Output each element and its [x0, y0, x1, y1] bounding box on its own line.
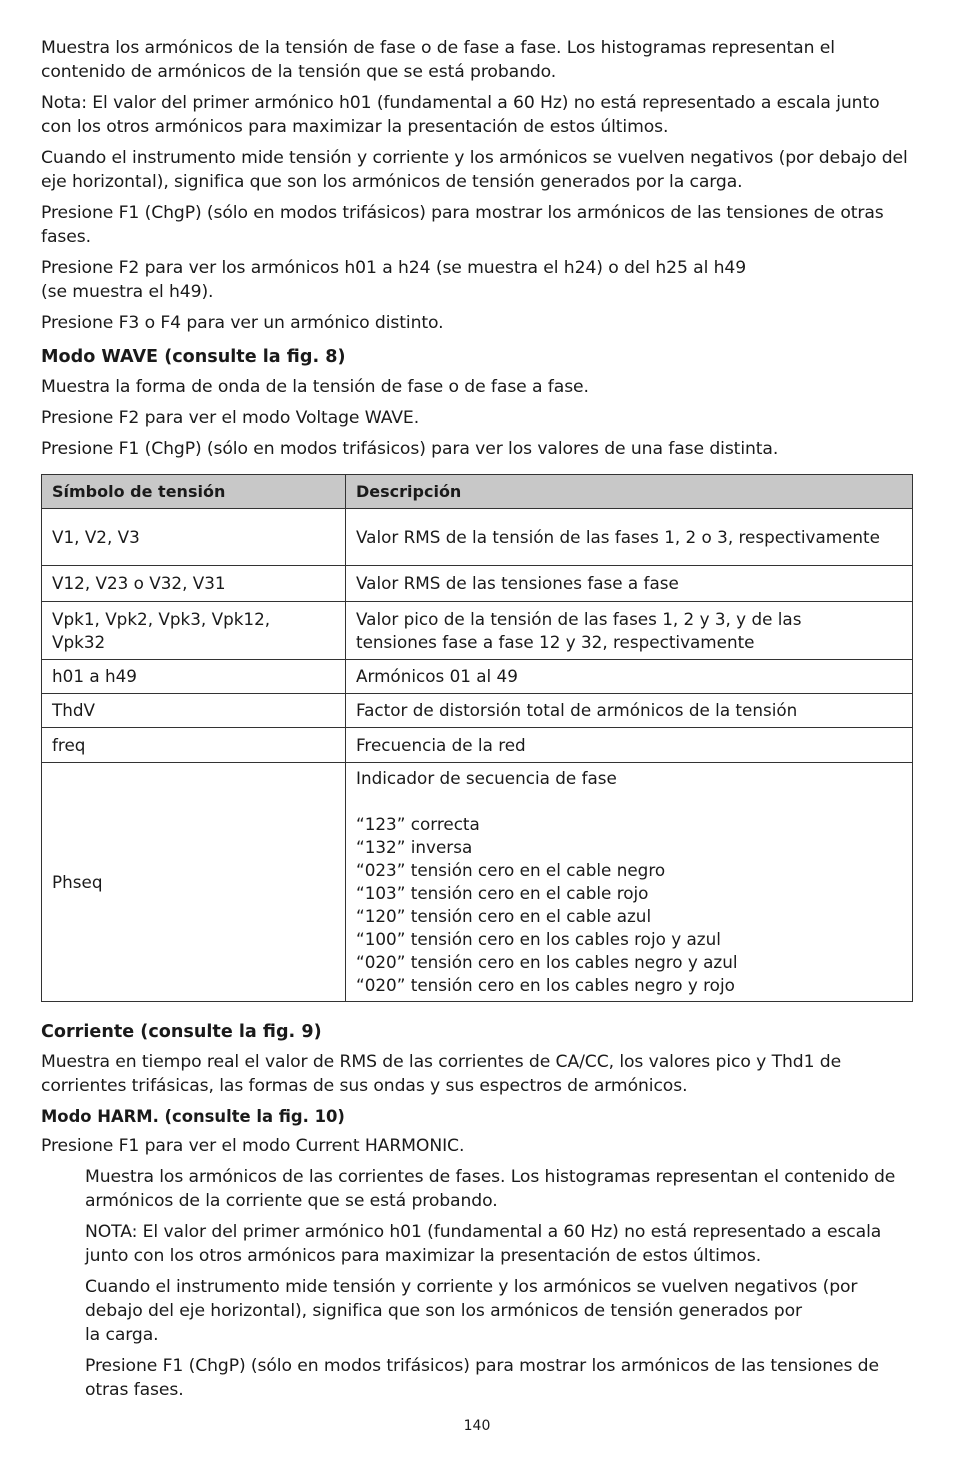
paragraph: Cuando el instrumento mide tensión y corriente y los armónicos se vuelven negativos (por debajo del eje horizontal), significa que son los armónicos de tensión generados por la carga. [41, 148, 908, 192]
table-cell-description: Indicador de secuencia de fase “123” correcta “132” inversa “023” tensión cero en el cable negro “103” tensión cero en el cable rojo “120” tensión cero en el cable azul “100” tensión cero en los cables rojo y azul “020” tensión cero en los cables negro y azul “020” tensión cero en los cables negro y rojo [346, 763, 913, 1002]
table-row [42, 602, 913, 660]
table-cell-symbol: ThdV [42, 694, 346, 728]
table-header-row [42, 475, 913, 509]
table-row [42, 694, 913, 728]
paragraph: Presione F1 (ChgP) (sólo en modos trifásicos) para ver los valores de una fase distinta. [41, 439, 779, 459]
table-row [42, 660, 913, 694]
table-row [42, 763, 913, 1002]
document-page [41, 36, 913, 1409]
paragraph: Nota: El valor del primer armónico h01 (fundamental a 60 Hz) no está representado a escala junto con los otros armónicos para maximizar la presentación de estos últimos. [41, 93, 880, 137]
paragraph: Presione F2 para ver el modo Voltage WAVE. [41, 408, 420, 428]
section-heading-wave: Modo WAVE (consulte la fig. 8) [41, 347, 346, 367]
page-number: 140 [463, 1418, 491, 1434]
paragraph: Presione F3 o F4 para ver un armónico distinto. [41, 313, 444, 333]
indented-paragraph: NOTA: El valor del primer armónico h01 (fundamental a 60 Hz) no está representado a escala junto con los otros armónicos para maximizar la presentación de estos últimos. [85, 1222, 882, 1266]
table-cell-symbol: V1, V2, V3 [42, 509, 346, 566]
voltage-symbol-table [41, 474, 913, 1002]
paragraph: Presione F1 para ver el modo Current HARMONIC. [41, 1136, 465, 1156]
paragraph: Presione F1 (ChgP) (sólo en modos trifásicos) para mostrar los armónicos de las tensiones de otras fases. [41, 203, 884, 247]
paragraph: Muestra en tiempo real el valor de RMS de las corrientes de CA/CC, los valores pico y Thd1 de corrientes trifásicas, las formas de sus ondas y sus espectros de armónicos. [41, 1052, 842, 1096]
table-row [42, 566, 913, 602]
table-header-symbol: Símbolo de tensión [42, 475, 346, 509]
table-cell-description: Valor RMS de la tensión de las fases 1, 2 o 3, respectivamente [346, 509, 913, 566]
table-header-description: Descripción [346, 475, 913, 509]
paragraph: Muestra los armónicos de la tensión de fase o de fase a fase. Los histogramas representan el contenido de armónicos de la tensión que se está probando. [41, 38, 835, 82]
table-cell-description: Frecuencia de la red [346, 728, 913, 763]
table-cell-description: Factor de distorsión total de armónicos de la tensión [346, 694, 913, 728]
table-cell-symbol: h01 a h49 [42, 660, 346, 694]
subheading-harm-mode: Modo HARM. (consulte la fig. 10) [41, 1107, 345, 1126]
section-heading-current: Corriente (consulte la fig. 9) [41, 1022, 322, 1042]
table-cell-symbol: Phseq [42, 763, 346, 1002]
paragraph: Presione F2 para ver los armónicos h01 a h24 (se muestra el h24) o del h25 al h49 (se muestra el h49). [41, 258, 747, 302]
indented-paragraph: Cuando el instrumento mide tensión y corriente y los armónicos se vuelven negativos (por debajo del eje horizontal), significa que son los armónicos de tensión generados por la carga. [85, 1277, 858, 1345]
table-cell-description: Valor RMS de las tensiones fase a fase [346, 566, 913, 602]
table-cell-symbol: V12, V23 o V32, V31 [42, 566, 346, 602]
paragraph: Muestra la forma de onda de la tensión de fase o de fase a fase. [41, 377, 589, 397]
table-row [42, 509, 913, 566]
table-row [42, 728, 913, 763]
indented-paragraph: Presione F1 (ChgP) (sólo en modos trifásicos) para mostrar los armónicos de las tensiones de otras fases. [85, 1356, 879, 1400]
table-cell-description: Valor pico de la tensión de las fases 1, 2 y 3, y de las tensiones fase a fase 12 y 32, respectivamente [346, 602, 913, 660]
table-cell-symbol: freq [42, 728, 346, 763]
indented-paragraph: Muestra los armónicos de las corrientes de fases. Los histogramas representan el contenido de armónicos de la corriente que se está probando. [85, 1167, 896, 1211]
table-cell-description: Armónicos 01 al 49 [346, 660, 913, 694]
table-cell-symbol: Vpk1, Vpk2, Vpk3, Vpk12, Vpk32 [42, 602, 346, 660]
